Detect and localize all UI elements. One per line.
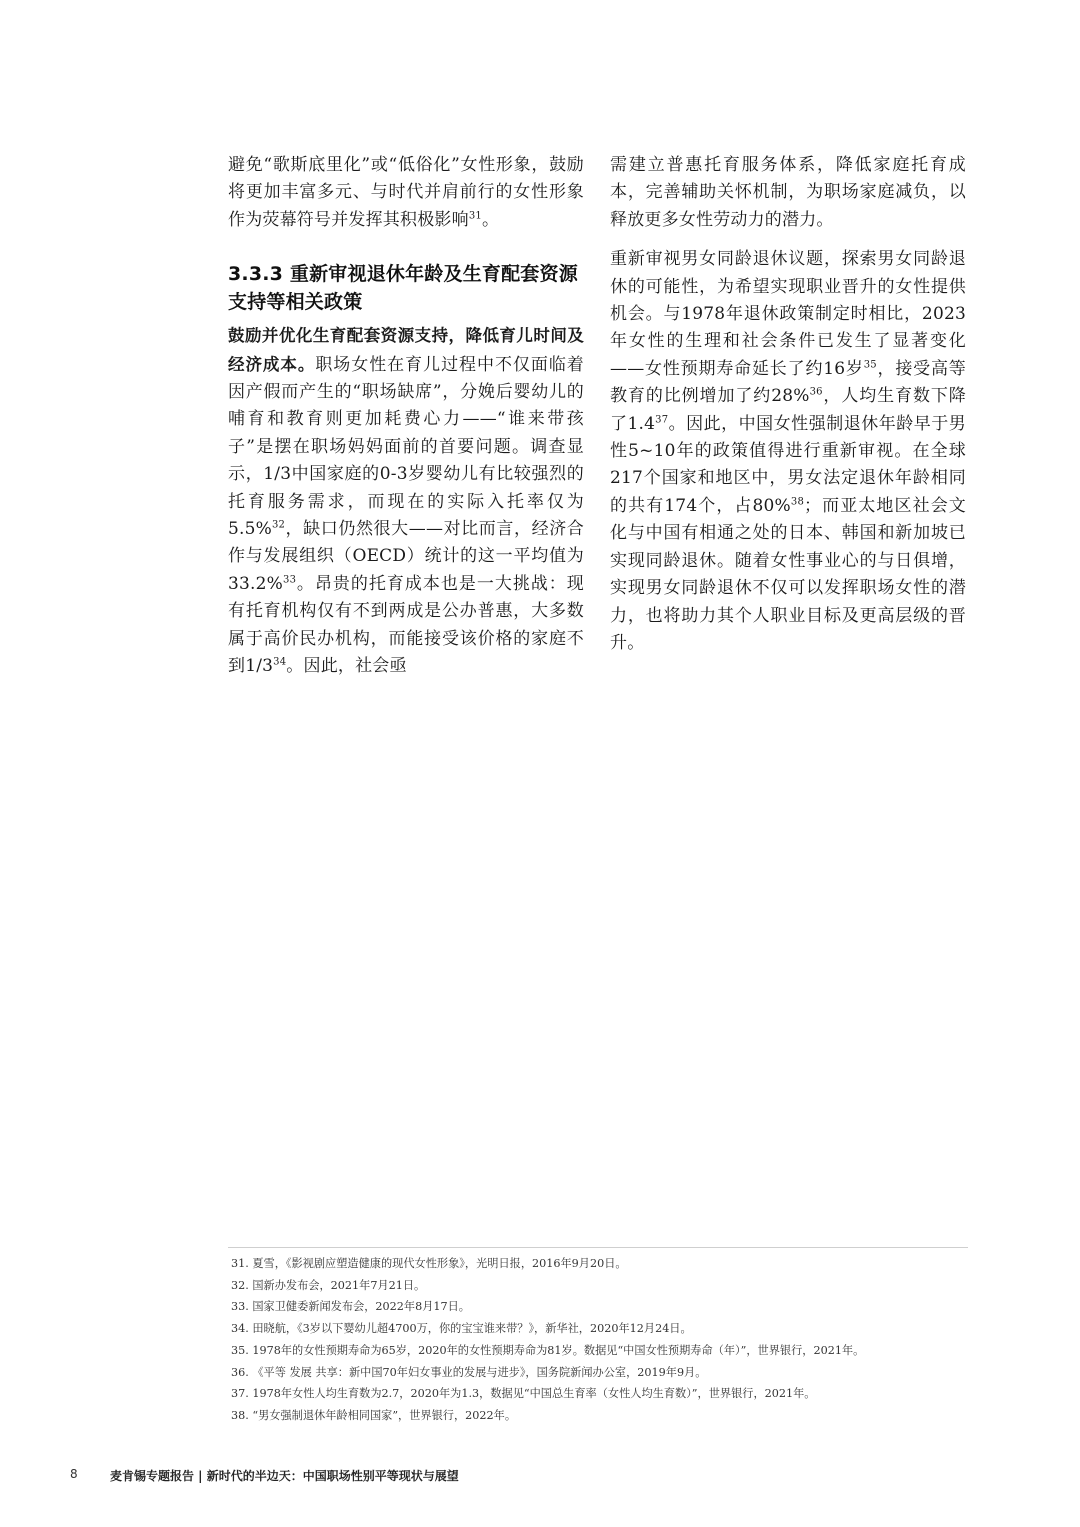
- left-paragraph-1: [228, 152, 584, 234]
- footnote-38: 38. “男女强制退休年龄相同国家”，世界银行，2022年。: [231, 1408, 517, 1422]
- paragraph-text: ；而亚太地区社会文化与中国有相通之处的日本、韩国和新加坡已实现同龄退休。随着女性事业心的与日俱增，实现男女同龄退休不仅可以发挥职场女性的潜力，也将助力其个人职业目标及更高层级的晋升。: [610, 495, 966, 653]
- section-heading: 3.3.3 重新审视退休年龄及生育配套资源支持等相关政策: [228, 263, 578, 314]
- paragraph-text: ，缺口仍然很大——对比而言，经济合作与发展组织（OECD）统计的这一平均值为33.2%: [228, 519, 584, 594]
- footnote-31: 31. 夏雪，《影视剧应塑造健康的现代女性形象》，光明日报，2016年9月20日。: [231, 1257, 627, 1270]
- paragraph-text: 。昂贵的托育成本也是一大挑战：现有托育机构仅有不到两成是公办普惠，大多数属于高价民办机构，而能接受该价格的家庭不到1/3: [228, 573, 584, 677]
- right-column: [610, 152, 966, 669]
- footnote-35: 35. 1978年的女性预期寿命为65岁，2020年的女性预期寿命为81岁。数据见“中国女性预期寿命（年）”，世界银行，2021年。: [231, 1343, 865, 1357]
- footnote-ref-37[interactable]: 37: [655, 414, 669, 425]
- footnote-32: 32. 国新办发布会，2021年7月21日。: [231, 1278, 426, 1292]
- footnote-33: 33. 国家卫健委新闻发布会，2022年8月17日。: [231, 1300, 470, 1314]
- running-footer-title: 麦肯锡专题报告 | 新时代的半边天：中国职场性别平等现状与展望: [110, 1469, 459, 1483]
- footnote-ref-32[interactable]: 32: [272, 519, 286, 531]
- bold-lead-sentence: 鼓励并优化生育配套资源支持，降低育儿时间及经济成本。: [228, 326, 584, 374]
- footnote-34: 34. 田晓航，《3岁以下婴幼儿超4700万，你的宝宝谁来带？》，新华社，2020年12月24日。: [231, 1322, 692, 1336]
- footnote-divider: [228, 1247, 968, 1248]
- footnote-ref-38[interactable]: 38: [790, 496, 805, 508]
- right-paragraph-2: [610, 246, 966, 657]
- right-paragraph-1: 需建立普惠托育服务体系，降低家庭托育成本，完善辅助关怀机制，为职场家庭减负，以释放更多女性劳动力的潜力。: [610, 155, 966, 230]
- paragraph-text: 职场女性在育儿过程中不仅面临着因产假而产生的“职场缺席”，分娩后婴幼儿的哺育和教育则更加耗费心力——“谁来带孩子”是摆在职场妈妈面前的首要问题。调查显示，1/3中国家庭的0-3岁婴幼儿有比较强烈的托育服务需求，而现在的实际入托率仅为5.5%: [228, 354, 585, 540]
- page-number: 8: [70, 1467, 78, 1481]
- paragraph-text: 。因此，社会亟: [286, 656, 407, 677]
- left-column: [228, 152, 584, 693]
- paragraph-text: ，接受高等教育的比例增加了约28%: [610, 358, 966, 407]
- footnote-36: 36. 《平等 发展 共享：新中国70年妇女事业的发展与进步》，国务院新闻办公室，2019年9月。: [231, 1365, 707, 1379]
- left-paragraph-2: [228, 322, 584, 680]
- footnote-ref-34[interactable]: 34: [273, 656, 287, 668]
- footnote-ref-36[interactable]: 36: [809, 386, 823, 398]
- footnotes: [231, 1253, 971, 1427]
- footnote-ref-31[interactable]: 31: [468, 210, 482, 222]
- paragraph-text: 避免“歌斯底里化”或“低俗化”女性形象，鼓励将更加丰富多元、与时代并肩前行的女性形象作为荧幕符号并发挥其积极影响: [228, 155, 584, 230]
- paragraph-text: 。: [481, 209, 500, 230]
- paragraph-text: 重新审视男女同龄退休议题，探索男女同龄退休的可能性，为希望实现职业晋升的女性提供机会。与1978年退休政策制定时相比，2023年女性的生理和社会条件已发生了显著变化——女性预期寿命延长了约16岁: [610, 249, 966, 379]
- footnote-37: 37. 1978年女性人均生育数为2.7，2020年为1.3，数据见“中国总生育率（女性人均生育数）”，世界银行，2021年。: [231, 1387, 816, 1401]
- paragraph-text: ，人均生育数下降了1.4: [610, 386, 967, 434]
- footnote-ref-33[interactable]: 33: [283, 574, 297, 586]
- footnote-ref-35[interactable]: 35: [863, 359, 877, 371]
- paragraph-text: 。因此，中国女性强制退休年龄早于男性5~10年的政策值得进行重新审视。在全球217个国家和地区中，男女法定退休年龄相同的共有174个，占80%: [610, 413, 966, 516]
